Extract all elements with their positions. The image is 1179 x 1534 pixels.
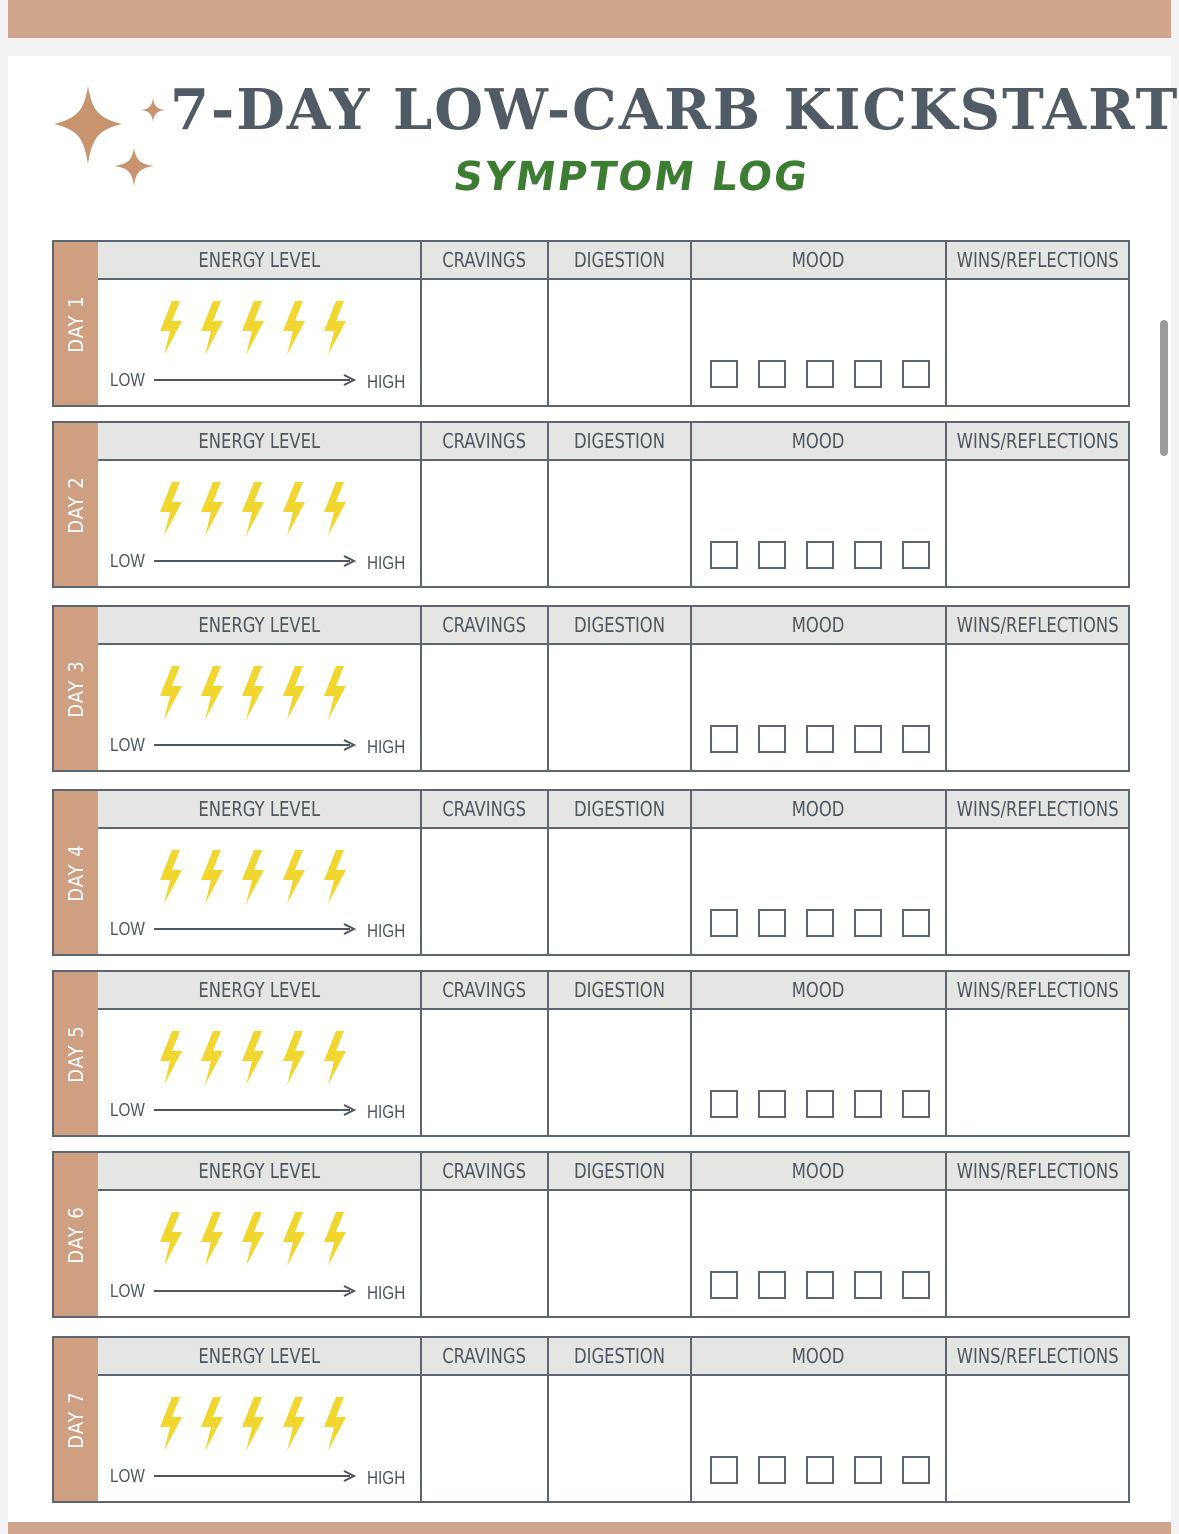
mood-checkbox[interactable]	[806, 1271, 834, 1299]
mood-checkbox[interactable]	[902, 1090, 930, 1118]
column-header-label: WINS/REFLECTIONS	[956, 248, 1119, 272]
lightning-bolt-icon[interactable]	[242, 666, 264, 720]
scale-high-label: HIGH	[367, 372, 406, 392]
column-header-label: WINS/REFLECTIONS	[956, 613, 1119, 637]
arrow-right-icon	[154, 1104, 356, 1116]
column-header-label: MOOD	[792, 613, 845, 637]
lightning-bolt-icon[interactable]	[242, 1212, 264, 1266]
lightning-bolt-icon[interactable]	[160, 1397, 182, 1451]
mood-checkbox[interactable]	[710, 909, 738, 937]
day-log-block	[52, 1336, 1130, 1503]
header-digestion	[549, 607, 690, 645]
mood-checkbox[interactable]	[854, 360, 882, 388]
lightning-bolt-icon[interactable]	[324, 1212, 346, 1266]
lightning-bolt-icon[interactable]	[283, 1397, 305, 1451]
mood-checkbox[interactable]	[758, 541, 786, 569]
arrow-right-icon	[154, 1285, 356, 1297]
day-tab	[54, 791, 98, 954]
column-divider	[420, 607, 422, 770]
column-header-label: WINS/REFLECTIONS	[956, 797, 1119, 821]
scale-low-label: LOW	[110, 1100, 145, 1120]
column-divider	[690, 242, 692, 405]
header-energy-level	[98, 1338, 420, 1376]
mood-checkbox[interactable]	[710, 1456, 738, 1484]
day-label: DAY 6	[64, 1205, 88, 1264]
column-header-label: WINS/REFLECTIONS	[956, 978, 1119, 1002]
header-mood	[692, 607, 945, 645]
column-divider	[945, 972, 947, 1135]
scale-low-label: LOW	[110, 551, 145, 571]
mood-checkbox[interactable]	[854, 725, 882, 753]
header-mood	[692, 1153, 945, 1191]
energy-rating	[158, 665, 358, 721]
column-divider	[420, 791, 422, 954]
header-digestion	[549, 1153, 690, 1191]
header-mood	[692, 242, 945, 280]
lightning-bolt-icon[interactable]	[283, 1212, 305, 1266]
header-digestion	[549, 791, 690, 829]
page-title: 7-DAY LOW-CARB KICKSTART	[170, 77, 1179, 143]
lightning-bolt-icon[interactable]	[242, 301, 264, 355]
day-label: DAY 2	[64, 475, 88, 534]
lightning-bolt-icon[interactable]	[324, 1397, 346, 1451]
lightning-bolt-icon[interactable]	[283, 666, 305, 720]
column-divider	[547, 791, 549, 954]
mood-checkbox[interactable]	[854, 1456, 882, 1484]
mood-checkbox[interactable]	[710, 360, 738, 388]
lightning-bolt-icon[interactable]	[283, 482, 305, 536]
mood-checkbox[interactable]	[806, 1456, 834, 1484]
lightning-bolt-icon[interactable]	[201, 850, 223, 904]
arrow-right-icon	[154, 374, 356, 386]
header-wins-reflections	[947, 791, 1128, 829]
header-digestion	[549, 972, 690, 1010]
day-log-block	[52, 605, 1130, 772]
column-header-label: MOOD	[792, 978, 845, 1002]
column-header-label: ENERGY LEVEL	[198, 1159, 320, 1183]
column-divider	[945, 607, 947, 770]
column-header-label: WINS/REFLECTIONS	[956, 1159, 1119, 1183]
day-label: DAY 3	[64, 659, 88, 718]
lightning-bolt-icon[interactable]	[283, 850, 305, 904]
mood-checkbox[interactable]	[902, 541, 930, 569]
scale-low-label: LOW	[110, 919, 145, 939]
day-log-block	[52, 789, 1130, 956]
energy-rating	[158, 849, 358, 905]
header-digestion	[549, 1338, 690, 1376]
scale-high-label: HIGH	[367, 737, 406, 757]
column-divider	[945, 1153, 947, 1316]
header-energy-level	[98, 242, 420, 280]
energy-rating	[158, 1396, 358, 1452]
header-mood	[692, 1338, 945, 1376]
header-energy-level	[98, 972, 420, 1010]
mood-checkbox[interactable]	[854, 909, 882, 937]
mood-checkbox[interactable]	[902, 725, 930, 753]
scale-high-label: HIGH	[367, 1283, 406, 1303]
column-header-label: ENERGY LEVEL	[198, 429, 320, 453]
energy-rating	[158, 1030, 358, 1086]
header-mood	[692, 791, 945, 829]
column-header-label: MOOD	[792, 248, 845, 272]
header-energy-level	[98, 607, 420, 645]
column-header-label: WINS/REFLECTIONS	[956, 1344, 1119, 1368]
mood-checkbox[interactable]	[758, 1090, 786, 1118]
header-cravings	[422, 242, 547, 280]
column-header-label: CRAVINGS	[442, 978, 527, 1002]
column-header-label: CRAVINGS	[442, 1159, 527, 1183]
column-divider	[420, 242, 422, 405]
lightning-bolt-icon[interactable]	[201, 666, 223, 720]
column-header-label: MOOD	[792, 1344, 845, 1368]
header-wins-reflections	[947, 242, 1128, 280]
header-cravings	[422, 1338, 547, 1376]
column-divider	[690, 423, 692, 586]
column-header-label: CRAVINGS	[442, 429, 527, 453]
mood-checkbox[interactable]	[854, 1271, 882, 1299]
lightning-bolt-icon[interactable]	[283, 1031, 305, 1085]
lightning-bolt-icon[interactable]	[283, 301, 305, 355]
column-header-label: DIGESTION	[574, 248, 665, 272]
lightning-bolt-icon[interactable]	[160, 301, 182, 355]
header-mood	[692, 423, 945, 461]
column-divider	[420, 1338, 422, 1501]
header-cravings	[422, 607, 547, 645]
day-log-block	[52, 1151, 1130, 1318]
mood-checkbox[interactable]	[758, 360, 786, 388]
day-tab	[54, 242, 98, 405]
header-energy-level	[98, 791, 420, 829]
header-wins-reflections	[947, 1153, 1128, 1191]
column-header-label: DIGESTION	[574, 1159, 665, 1183]
mood-checkbox[interactable]	[806, 909, 834, 937]
column-header-label: ENERGY LEVEL	[198, 248, 320, 272]
mood-checkbox[interactable]	[806, 541, 834, 569]
mood-checkbox[interactable]	[854, 1090, 882, 1118]
column-header-label: ENERGY LEVEL	[198, 978, 320, 1002]
scale-low-label: LOW	[110, 370, 145, 390]
column-header-label: MOOD	[792, 1159, 845, 1183]
mood-checkbox[interactable]	[758, 909, 786, 937]
mood-checkbox[interactable]	[710, 1090, 738, 1118]
header-wins-reflections	[947, 972, 1128, 1010]
arrow-right-icon	[154, 555, 356, 567]
lightning-bolt-icon[interactable]	[160, 1031, 182, 1085]
column-divider	[547, 972, 549, 1135]
header-digestion	[549, 423, 690, 461]
mood-checkbox[interactable]	[854, 541, 882, 569]
scale-high-label: HIGH	[367, 1102, 406, 1122]
scale-low-label: LOW	[110, 1281, 145, 1301]
mood-checkbox[interactable]	[710, 725, 738, 753]
lightning-bolt-icon[interactable]	[201, 482, 223, 536]
header-digestion	[549, 242, 690, 280]
day-log-block	[52, 240, 1130, 407]
column-header-label: WINS/REFLECTIONS	[956, 429, 1119, 453]
column-divider	[420, 972, 422, 1135]
day-tab	[54, 607, 98, 770]
column-divider	[420, 1153, 422, 1316]
mood-checkbox[interactable]	[710, 541, 738, 569]
header-wins-reflections	[947, 423, 1128, 461]
column-header-label: ENERGY LEVEL	[198, 797, 320, 821]
mood-checkbox[interactable]	[758, 1271, 786, 1299]
column-divider	[547, 423, 549, 586]
day-tab	[54, 423, 98, 586]
day-log-block	[52, 421, 1130, 588]
mood-checkbox[interactable]	[710, 1271, 738, 1299]
column-header-label: CRAVINGS	[442, 248, 527, 272]
lightning-bolt-icon[interactable]	[324, 482, 346, 536]
lightning-bolt-icon[interactable]	[242, 1397, 264, 1451]
column-header-label: DIGESTION	[574, 613, 665, 637]
column-header-label: MOOD	[792, 797, 845, 821]
column-divider	[690, 791, 692, 954]
column-header-label: DIGESTION	[574, 1344, 665, 1368]
lightning-bolt-icon[interactable]	[160, 850, 182, 904]
column-header-label: CRAVINGS	[442, 613, 527, 637]
scale-high-label: HIGH	[367, 921, 406, 941]
page-subtitle: SYMPTOM LOG	[450, 154, 813, 200]
mood-checkbox[interactable]	[806, 360, 834, 388]
header-energy-level	[98, 1153, 420, 1191]
column-header-label: CRAVINGS	[442, 797, 527, 821]
header-wins-reflections	[947, 607, 1128, 645]
scale-high-label: HIGH	[367, 553, 406, 573]
header-cravings	[422, 423, 547, 461]
mood-checkbox[interactable]	[902, 909, 930, 937]
energy-rating	[158, 1211, 358, 1267]
arrow-right-icon	[154, 923, 356, 935]
column-header-label: ENERGY LEVEL	[198, 613, 320, 637]
lightning-bolt-icon[interactable]	[201, 1397, 223, 1451]
arrow-right-icon	[154, 739, 356, 751]
day-tab	[54, 1338, 98, 1501]
lightning-bolt-icon[interactable]	[324, 666, 346, 720]
mood-checkbox[interactable]	[758, 725, 786, 753]
column-divider	[690, 607, 692, 770]
header-energy-level	[98, 423, 420, 461]
column-divider	[945, 423, 947, 586]
scale-high-label: HIGH	[367, 1468, 406, 1488]
column-header-label: ENERGY LEVEL	[198, 1344, 320, 1368]
lightning-bolt-icon[interactable]	[324, 301, 346, 355]
lightning-bolt-icon[interactable]	[324, 850, 346, 904]
energy-rating	[158, 481, 358, 537]
mood-checkbox[interactable]	[902, 1456, 930, 1484]
column-divider	[420, 423, 422, 586]
energy-rating	[158, 300, 358, 356]
column-divider	[690, 1338, 692, 1501]
column-header-label: DIGESTION	[574, 978, 665, 1002]
lightning-bolt-icon[interactable]	[160, 1212, 182, 1266]
arrow-right-icon	[154, 1470, 356, 1482]
lightning-bolt-icon[interactable]	[324, 1031, 346, 1085]
day-tab	[54, 972, 98, 1135]
column-divider	[945, 242, 947, 405]
column-header-label: DIGESTION	[574, 797, 665, 821]
mood-checkbox[interactable]	[902, 360, 930, 388]
day-tab	[54, 1153, 98, 1316]
column-divider	[945, 1338, 947, 1501]
mood-checkbox[interactable]	[806, 1090, 834, 1118]
scale-low-label: LOW	[110, 1466, 145, 1486]
mood-checkbox[interactable]	[902, 1271, 930, 1299]
scrollbar[interactable]	[1160, 320, 1168, 456]
day-label: DAY 5	[64, 1024, 88, 1083]
lightning-bolt-icon[interactable]	[201, 1031, 223, 1085]
header-cravings	[422, 791, 547, 829]
day-log-block	[52, 970, 1130, 1137]
lightning-bolt-icon[interactable]	[160, 666, 182, 720]
column-divider	[547, 242, 549, 405]
lightning-bolt-icon[interactable]	[242, 1031, 264, 1085]
header-wins-reflections	[947, 1338, 1128, 1376]
column-divider	[547, 1153, 549, 1316]
mood-checkbox[interactable]	[758, 1456, 786, 1484]
lightning-bolt-icon[interactable]	[201, 1212, 223, 1266]
lightning-bolt-icon[interactable]	[201, 301, 223, 355]
mood-checkbox[interactable]	[806, 725, 834, 753]
day-label: DAY 4	[64, 843, 88, 902]
header-mood	[692, 972, 945, 1010]
header-cravings	[422, 972, 547, 1010]
day-label: DAY 1	[64, 294, 88, 353]
column-header-label: MOOD	[792, 429, 845, 453]
column-divider	[690, 1153, 692, 1316]
column-header-label: DIGESTION	[574, 429, 665, 453]
column-header-label: CRAVINGS	[442, 1344, 527, 1368]
column-divider	[690, 972, 692, 1135]
lightning-bolt-icon[interactable]	[160, 482, 182, 536]
day-label: DAY 7	[64, 1390, 88, 1449]
bottom-band	[8, 1522, 1171, 1534]
header-cravings	[422, 1153, 547, 1191]
column-divider	[547, 607, 549, 770]
lightning-bolt-icon[interactable]	[242, 850, 264, 904]
column-divider	[945, 791, 947, 954]
top-band	[8, 0, 1171, 38]
scale-low-label: LOW	[110, 735, 145, 755]
lightning-bolt-icon[interactable]	[242, 482, 264, 536]
column-divider	[547, 1338, 549, 1501]
sparkle-icon	[40, 80, 180, 190]
